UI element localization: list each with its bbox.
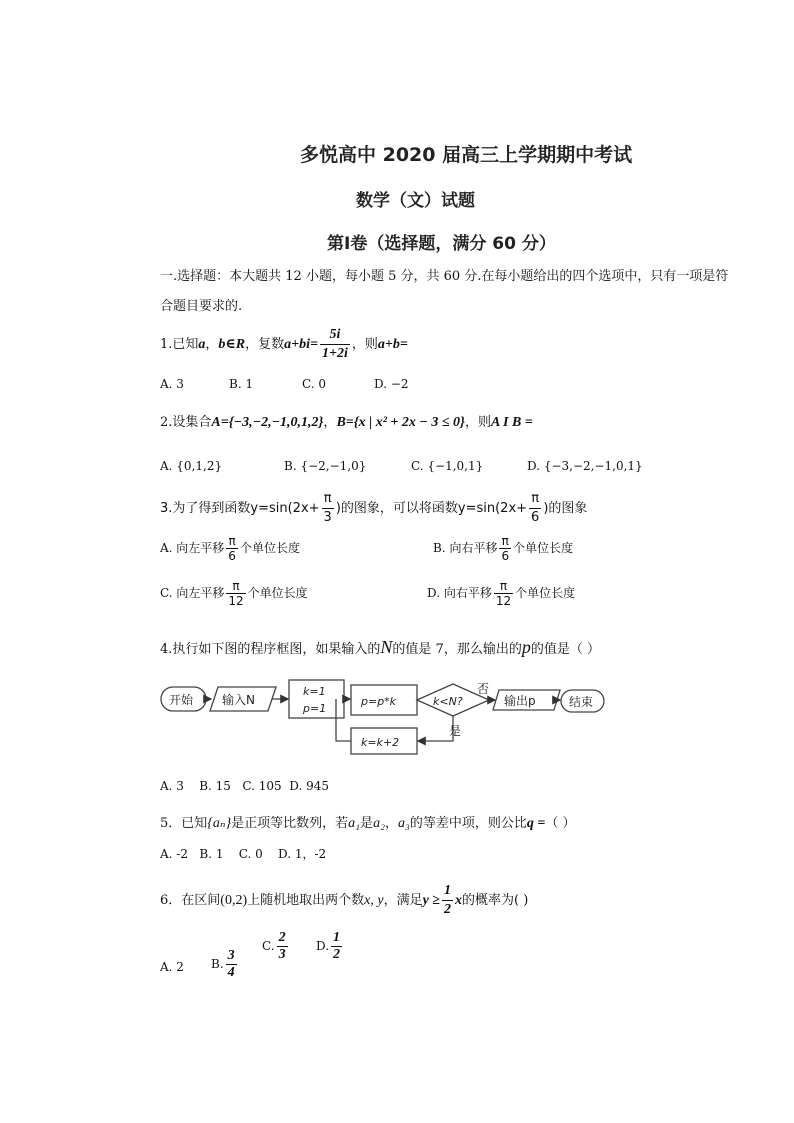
q6-x: x — [454, 893, 462, 908]
q3-option-a — [160, 534, 300, 563]
q3-den-1: 3 — [323, 510, 332, 525]
q6-post: 的概率为( ) — [461, 893, 529, 908]
q1-denominator: 1+2i — [322, 346, 348, 361]
q3-option-d-frac — [494, 579, 513, 608]
q3-option-b-pi: π — [501, 534, 509, 548]
flow-yes-path — [418, 716, 453, 741]
q2-option-d: D. {−3,−2,−1,0,1} — [527, 459, 643, 473]
q6-option-b-den: 4 — [227, 965, 235, 980]
q3-option-b-frac — [499, 534, 511, 563]
q2-option-c: C. {−1,0,1} — [411, 459, 484, 473]
flow-cond-label: k<N? — [433, 695, 463, 708]
q6-inequality: y ≥ — [422, 893, 440, 908]
q2-option-a: A. {0,1,2} — [160, 459, 223, 473]
q3-fraction-1 — [322, 490, 334, 527]
q3-option-b — [433, 534, 573, 563]
q1-option-d: D. −2 — [374, 377, 409, 391]
q6-half-den: 2 — [443, 902, 451, 917]
q3-option-a-label: A. 向左平移 — [160, 541, 225, 555]
q5-a3: a₃ — [397, 816, 410, 831]
q6-option-c-frac — [277, 930, 288, 963]
q6-option-d-frac — [331, 930, 342, 963]
q4-p: p — [521, 637, 531, 657]
subject-title: 数学（文）试题 — [356, 191, 475, 211]
q5-mid3: 的等差中项，则公比 — [409, 816, 527, 831]
instructions-line2: 合题目要求的. — [160, 299, 243, 314]
program-flowchart — [158, 675, 618, 757]
q1-ask: a+b= — [377, 337, 408, 352]
q3-option-b-den: 6 — [501, 549, 510, 563]
flow-mult-label: p=p*k — [361, 695, 397, 708]
question-3 — [160, 490, 587, 527]
q3-suffix: )的图象 — [543, 501, 588, 516]
q3-option-a-unit: 个单位长度 — [239, 541, 300, 555]
q3-option-b-label: B. 向右平移 — [433, 541, 498, 555]
q3-option-d — [427, 579, 575, 608]
q1-option-a: A. 3 — [160, 377, 184, 391]
q3-pi-1: π — [323, 491, 332, 506]
q6-option-d-num: 1 — [333, 930, 341, 945]
q5-options: A. -2 B. 1 C. 0 D. 1，-2 — [160, 847, 327, 861]
q5-a1: a₁ — [348, 816, 361, 831]
q2-ask: A I B = — [490, 415, 533, 430]
q3-den-2: 6 — [531, 510, 540, 525]
q5-a2: a₂ — [373, 816, 385, 831]
q3-option-a-pi: π — [228, 534, 236, 548]
q3-option-b-unit: 个单位长度 — [513, 541, 574, 555]
q1-then: ，则 — [351, 337, 378, 352]
q6-option-b — [211, 948, 239, 981]
q6-option-c — [262, 930, 290, 963]
q6-mid: 上随机地取出两个数 — [247, 893, 365, 908]
q6-half-fraction — [442, 882, 453, 919]
q3-option-a-frac — [226, 534, 238, 563]
flow-init-label-1: k=1 — [303, 685, 326, 698]
flow-yes-label: 是 — [449, 724, 462, 738]
q1-option-c: C. 0 — [302, 377, 327, 391]
q6-option-b-frac — [226, 948, 237, 981]
q1-prefix: 1.已知 — [160, 337, 199, 352]
q5-q: q = — [526, 816, 546, 831]
q6-pre: 6．在区间 — [160, 893, 221, 908]
q2-set-a: A={−3,−2,−1,0,1,2} — [211, 415, 324, 430]
q5-mid2: 是 — [360, 816, 374, 831]
q4-options: A. 3 B. 15 C. 105 D. 945 — [160, 779, 329, 793]
q2-prefix: 2.设集合 — [160, 415, 212, 430]
q1-option-b: B. 1 — [229, 377, 254, 391]
q2-set-b: B={x | x² + 2x − 3 ≤ 0} — [336, 415, 465, 430]
flow-output-label: 输出p — [504, 694, 536, 708]
q3-option-c-den: 12 — [228, 594, 244, 608]
q1-comma: ， — [205, 337, 219, 352]
flow-init-label-2: p=1 — [303, 702, 327, 715]
q6-option-d-label: D. — [316, 939, 330, 953]
q6-option-d-den: 2 — [333, 947, 341, 962]
q3-option-c-label: C. 向左平移 — [160, 586, 225, 600]
q4-text-pre: 4.执行如下图的程序框图，如果输入的 — [160, 642, 381, 657]
q1-b-in-r: b∈R — [218, 337, 246, 352]
q2-then: ，则 — [464, 415, 491, 430]
q3-fraction-2 — [529, 490, 541, 527]
q3-pi-2: π — [531, 491, 540, 506]
instructions-line1: 一.选择题：本大题共 12 小题，每小题 5 分，共 60 分.在每小题给出的四个选项中，只有一项是符 — [160, 269, 729, 284]
q6-mid2: ，满足 — [383, 893, 423, 908]
question-2 — [160, 414, 533, 432]
part-title: 第Ⅰ卷（选择题，满分 60 分） — [327, 234, 556, 254]
q4-n: N — [380, 637, 393, 657]
q3-option-d-pi: π — [499, 579, 508, 593]
q5-mid1: 是正项等比数列，若 — [231, 816, 349, 831]
flow-no-label: 否 — [477, 682, 490, 696]
question-5 — [160, 815, 575, 833]
q2-comma: ， — [323, 415, 337, 430]
q3-mid: )的图象，可以将函数y=sin(2x+ — [335, 501, 528, 516]
q6-option-d — [316, 930, 344, 963]
q5-comma: ， — [384, 816, 398, 831]
q6-option-b-num: 3 — [227, 948, 235, 963]
q6-half-num: 1 — [443, 883, 451, 898]
question-1 — [160, 326, 408, 363]
q3-option-a-den: 6 — [228, 549, 236, 563]
q1-lhs: a+bi= — [284, 337, 318, 352]
q6-option-a: A. 2 — [160, 960, 184, 974]
q5-post: （ ） — [545, 816, 576, 831]
q1-a: a — [198, 337, 206, 352]
q6-option-c-den: 3 — [278, 947, 286, 962]
q3-option-c-unit: 个单位长度 — [247, 586, 308, 600]
flow-end-label: 结束 — [569, 695, 594, 709]
q6-interval: (0,2) — [220, 893, 248, 908]
q3-option-c — [160, 579, 308, 608]
q3-option-d-unit: 个单位长度 — [515, 586, 576, 600]
q3-prefix: 3.为了得到函数y=sin(2x+ — [160, 501, 320, 516]
question-6 — [160, 882, 528, 919]
q2-option-b: B. {−2,−1,0} — [284, 459, 367, 473]
q4-text-post: 的值是（ ） — [530, 642, 600, 657]
flow-incr-label: k=k+2 — [361, 736, 400, 749]
q3-option-d-label: D. 向右平移 — [427, 586, 492, 600]
exam-title: 多悦高中 2020 届高三上学期期中考试 — [300, 144, 633, 166]
q6-xy: x, y — [364, 893, 384, 908]
q1-fraction — [320, 326, 350, 363]
q6-option-b-label: B. — [211, 957, 224, 971]
flow-start-label: 开始 — [169, 693, 194, 707]
q3-option-d-den: 12 — [495, 594, 512, 608]
q6-option-c-label: C. — [262, 939, 275, 953]
q6-option-c-num: 2 — [278, 930, 286, 945]
q1-numerator: 5i — [329, 327, 341, 342]
q5-pre: 5．已知 — [160, 816, 208, 831]
q5-sequence: {aₙ} — [207, 816, 232, 831]
q4-text-mid: 的值是 7，那么输出的 — [392, 642, 522, 657]
question-4 — [160, 638, 600, 659]
flow-input-label: 输入N — [222, 693, 255, 707]
q3-option-c-frac — [226, 579, 245, 608]
q3-option-c-pi: π — [232, 579, 240, 593]
q1-text: ，复数 — [245, 337, 285, 352]
